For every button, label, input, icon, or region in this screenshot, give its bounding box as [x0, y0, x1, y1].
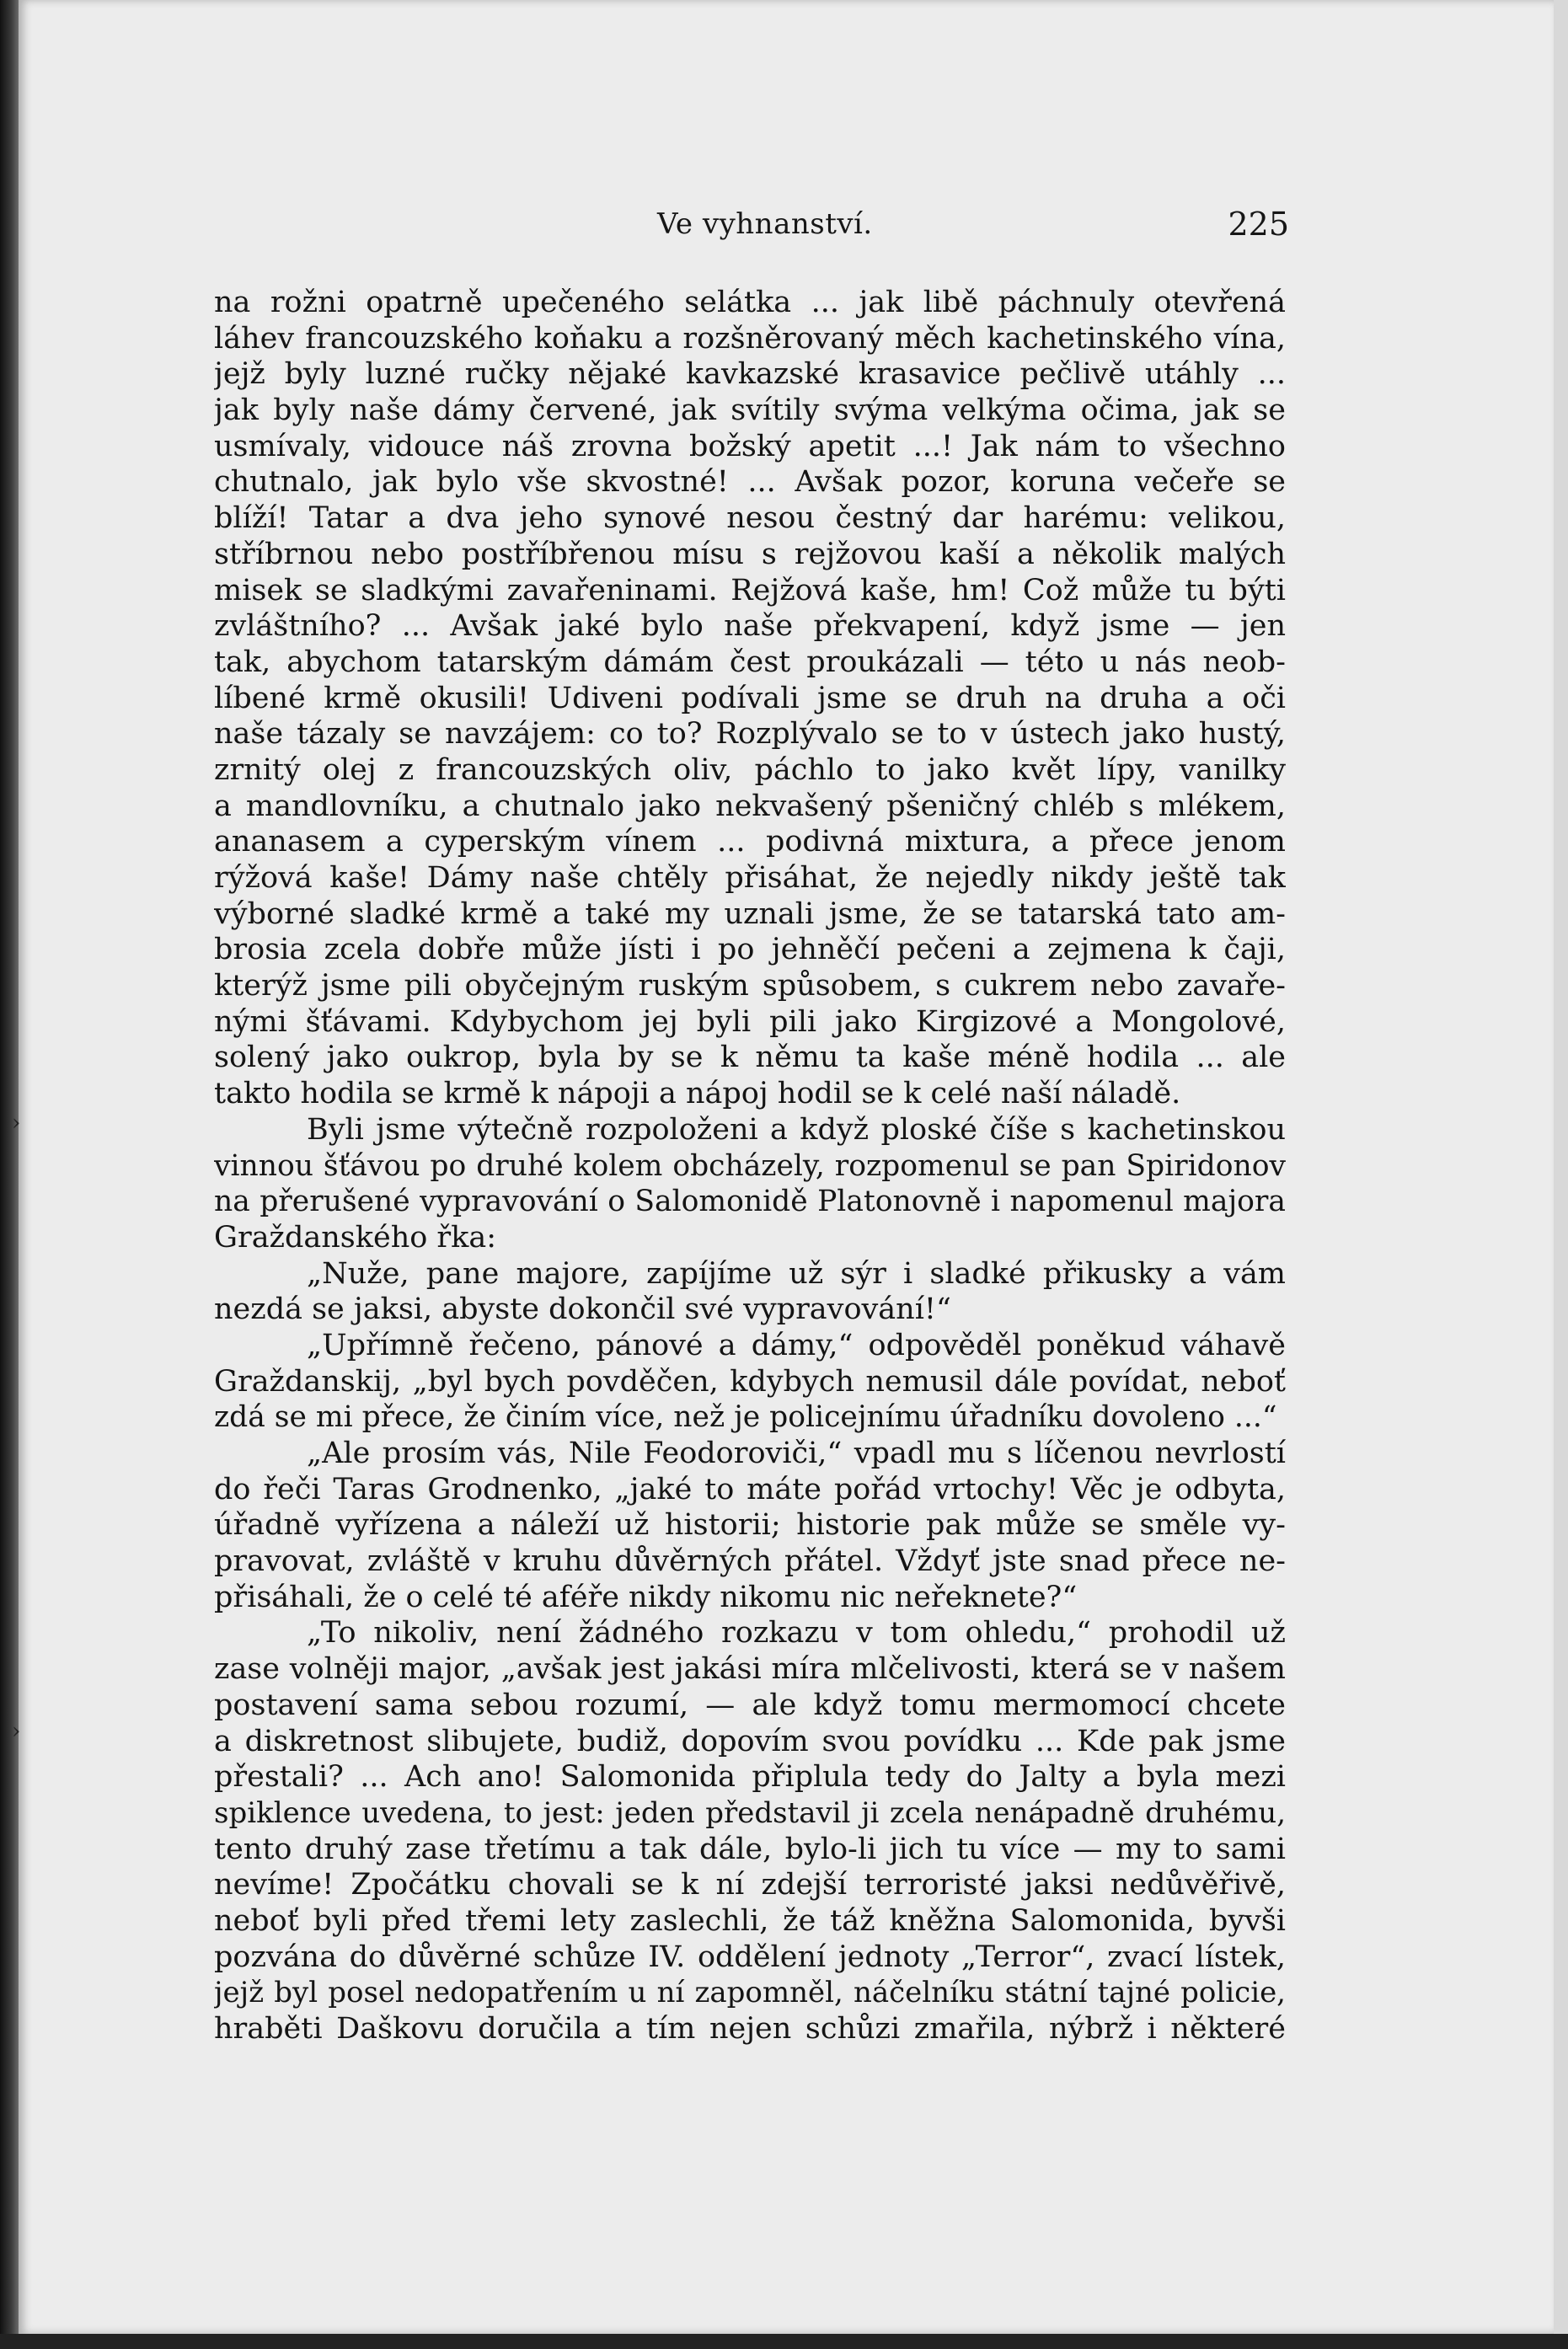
text-line: neboť byli před třemi lety zaslechli, že táž kněžna Salomonida, byvši	[214, 1903, 1286, 1938]
text-line: jejž byl posel nedopatřením u ní zapomněl, náčelníku státní tajné policie,	[214, 1976, 1286, 2010]
text-line: na přerušené vypravování o Salomonidě Platonovně i napomenul majora	[214, 1185, 1286, 1219]
text-line: kterýž jsme pili obyčejným ruským spůsobem, s cukrem nebo zavaře-	[214, 969, 1286, 1003]
text-line: postavení sama sebou rozumí, — ale když tomu mermomocí chcete	[214, 1688, 1286, 1722]
scan-bottom-edge	[0, 2334, 1568, 2349]
text-line: jak byly naše dámy červené, jak svítily svýma velkýma očima, jak se	[214, 393, 1286, 428]
text-line: blíží! Tatar a dva jeho synové nesou čestný dar harému: velikou,	[214, 501, 1286, 536]
text-line: přisáhali, že o celé té aféře nikdy nikomu nic neřeknete?“	[214, 1580, 1078, 1614]
scan-left-edge	[0, 0, 19, 2349]
text-line: vinnou šťávou po druhé kolem obcházely, rozpomenul se pan Spiridonov	[214, 1148, 1286, 1183]
text-line: Graždanskij, „byl bych povděčen, kdybych nemusil dále povídat, neboť	[214, 1364, 1286, 1399]
text-line: do řeči Taras Grodnenko, „jaké to máte pořád vrtochy! Věc je odbyta,	[214, 1472, 1286, 1506]
text-line: láhev francouzského koňaku a rozšněrovaný měch kachetinského vína,	[214, 321, 1286, 356]
text-line: „Upřímně řečeno, pánové a dámy,“ odpověděl poněkud váhavě	[307, 1328, 1286, 1362]
text-line: takto hodila se krmě k nápoji a nápoj hodil se k celé naší náladě.	[214, 1077, 1181, 1111]
text-line: solený jako oukrop, byla by se k němu ta kaše méně hodila ... ale	[214, 1041, 1286, 1075]
text-line: misek se sladkými zavařeninami. Rejžová kaše, hm! Což může tu býti	[214, 573, 1286, 607]
page-number: 225	[1228, 206, 1289, 243]
text-line: chutnalo, jak bylo vše skvostné! ... Avšak pozor, koruna večeře se	[214, 465, 1286, 500]
text-line: jejž byly luzné ručky nějaké kavkazské krasavice pečlivě utáhly ...	[214, 357, 1286, 392]
text-line: na rožni opatrně upečeného selátka ... jak libě páchnuly otevřená	[214, 286, 1286, 319]
text-line: rýžová kaše! Dámy naše chtěly přisáhat, že nejedly nikdy ještě tak	[214, 861, 1286, 895]
text-line: nezdá se jaksi, abyste dokončil své vypravování!“	[214, 1292, 951, 1327]
text-line: stříbrnou nebo postříbřenou mísu s rejžovou kaší a několik malých	[214, 537, 1286, 571]
text-line: tak, abychom tatarským dámám čest proukázali — této u nás neob-	[214, 645, 1286, 679]
running-title: Ve vyhnanství.	[657, 207, 873, 241]
text-line: hraběti Daškovu doručila a tím nejen schůzi zmařila, nýbrž i některé	[214, 2012, 1286, 2046]
text-line: „Nuže, pane majore, zapíjíme už sýr i sladké přikusky a vám	[307, 1256, 1286, 1291]
text-line: a diskretnost slibujete, budiž, dopovím svou povídku ... Kde pak jsme	[214, 1724, 1286, 1758]
text-line: zdá se mi přece, že činím více, než je policejnímu úřadníku dovoleno ...“	[214, 1400, 1277, 1435]
text-line: pozvána do důvěrné schůze IV. oddělení jednoty „Terror“, zvací lístek,	[214, 1940, 1286, 1974]
text-line: „To nikoliv, není žádného rozkazu v tom ohledu,“ prohodil už	[307, 1616, 1286, 1651]
text-line: naše tázaly se navzájem: co to? Rozplývalo se to v ústech jako hustý,	[214, 717, 1286, 752]
text-line: usmívaly, vidouce náš zrovna božský apetit ...! Jak nám to všechno	[214, 429, 1286, 463]
text-line: ananasem a cyperským vínem ... podivná mixtura, a přece jenom	[214, 825, 1286, 859]
text-line: zvláštního? ... Avšak jaké bylo naše překvapení, když jsme — jen	[214, 609, 1286, 644]
text-line: přestali? ... Ach ano! Salomonida připlula tedy do Jalty a byla mezi	[214, 1760, 1286, 1795]
text-line: „Ale prosím vás, Nile Feodoroviči,“ vpadl mu s líčenou nevrlostí	[307, 1437, 1286, 1470]
text-line: a mandlovníku, a chutnalo jako nekvašený pšeničný chléb s mlékem,	[214, 789, 1286, 823]
text-line: Graždanského řka:	[214, 1220, 497, 1255]
text-line: nými šťávami. Kdybychom jej byli pili jako Kirgizové a Mongolové,	[214, 1004, 1286, 1039]
text-line: spiklence uvedena, to jest: jeden představil ji zcela nenápadně druhému,	[214, 1795, 1286, 1830]
text-line: nevíme! Zpočátku chovali se k ní zdejší terroristé jaksi nedůvěřivě,	[214, 1868, 1286, 1902]
text-line: výborné sladké krmě a také my uznali jsme, že se tatarská tato am-	[214, 896, 1286, 931]
text-line: líbené krmě okusili! Udiveni podívali jsme se druh na druha a oči	[214, 681, 1286, 715]
margin-mark: ›	[12, 1110, 21, 1136]
text-line: pravovat, zvláště v kruhu důvěrných přátel. Vždyť jste snad přece ne-	[214, 1544, 1286, 1579]
text-line: Byli jsme výtečně rozpoloženi a když ploské číše s kachetinskou	[307, 1112, 1286, 1147]
text-line: brosia zcela dobře může jísti i po jehněčí pečeni a zejmena k čaji,	[214, 933, 1286, 967]
text-line: zase volněji major, „avšak jest jakási míra mlčelivosti, která se v našem	[214, 1652, 1286, 1687]
margin-mark: ›	[12, 1719, 21, 1744]
page-header	[211, 202, 1289, 253]
scan-right-edge	[1554, 0, 1568, 2349]
text-line: zrnitý olej z francouzských oliv, páchlo to jako květ lípy, vanilky	[214, 752, 1286, 787]
text-line: úřadně vyřízena a náleží už historii; historie pak může se směle vy-	[214, 1508, 1286, 1543]
body-text	[214, 285, 1286, 2047]
text-line: tento druhý zase třetímu a tak dále, bylo-li jich tu více — my to sami	[214, 1832, 1286, 1866]
